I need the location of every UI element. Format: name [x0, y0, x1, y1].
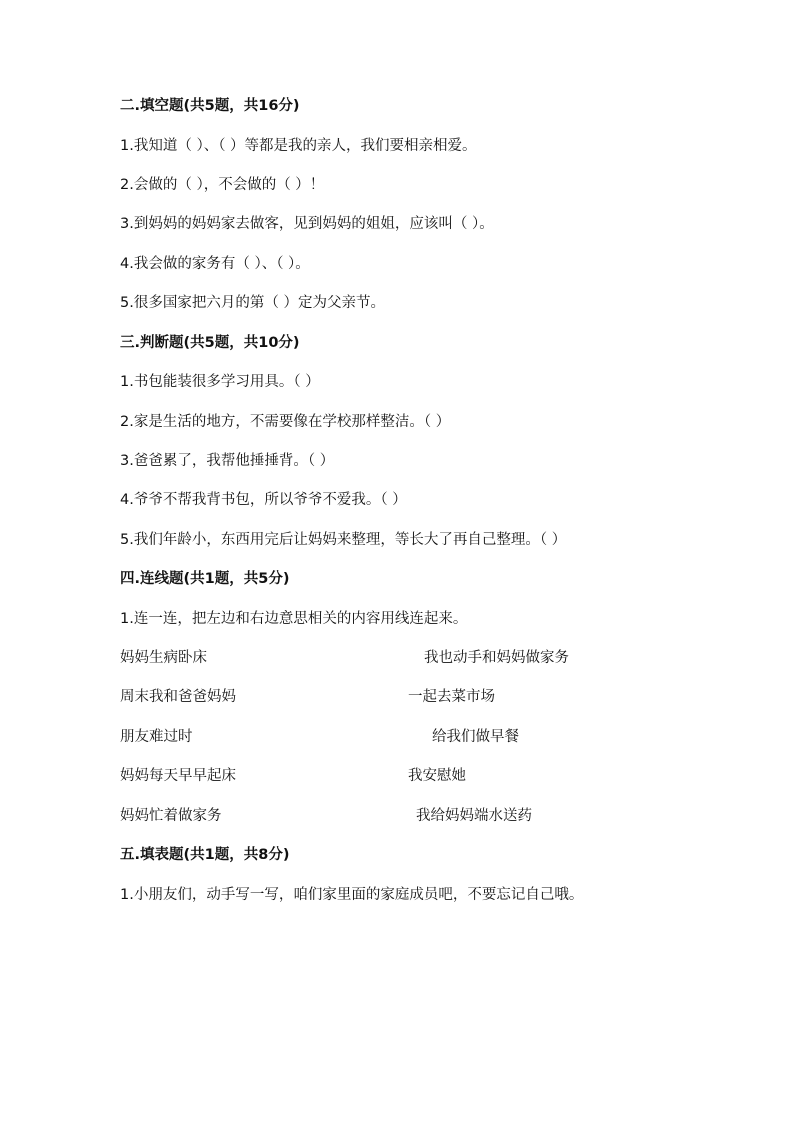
match-right-3: 给我们做早餐 — [432, 729, 519, 745]
section-5-title: 五.填表题(共1题，共8分) — [120, 847, 290, 863]
judge-item-4: 4.爷爷不帮我背书包，所以爷爷不爱我。（ ） — [120, 492, 407, 508]
match-question: 1.连一连，把左边和右边意思相关的内容用线连起来。 — [120, 611, 468, 627]
fill-item-5: 5.很多国家把六月的第（ ）定为父亲节。 — [120, 295, 385, 311]
match-left-5: 妈妈忙着做家务 — [120, 808, 222, 824]
section-4-title: 四.连线题(共1题，共5分) — [120, 571, 290, 587]
fill-item-4: 4.我会做的家务有（ ）、（ ）。 — [120, 256, 310, 272]
section-2-title: 二.填空题(共5题，共16分) — [120, 98, 300, 114]
match-left-3: 朋友难过时 — [120, 729, 193, 745]
match-left-1: 妈妈生病卧床 — [120, 650, 207, 666]
judge-item-5: 5.我们年龄小，东西用完后让妈妈来整理，等长大了再自己整理。（ ） — [120, 532, 567, 548]
fill-item-2: 2.会做的（ ），不会做的（ ）！ — [120, 177, 325, 193]
judge-item-1: 1.书包能装很多学习用具。（ ） — [120, 374, 320, 390]
match-right-5: 我给妈妈端水送药 — [416, 808, 532, 824]
judge-item-2: 2.家是生活的地方，不需要像在学校那样整洁。（ ） — [120, 414, 451, 430]
section-3-title: 三.判断题(共5题，共10分) — [120, 335, 300, 351]
match-left-4: 妈妈每天早早起床 — [120, 768, 236, 784]
fill-item-3: 3.到妈妈的妈妈家去做客，见到妈妈的姐姐，应该叫（ ）。 — [120, 216, 494, 232]
table-question: 1.小朋友们，动手写一写，咱们家里面的家庭成员吧，不要忘记自己哦。 — [120, 887, 584, 903]
match-right-4: 我安慰她 — [408, 768, 466, 784]
match-left-2: 周末我和爸爸妈妈 — [120, 689, 236, 705]
match-right-1: 我也动手和妈妈做家务 — [424, 650, 569, 666]
fill-item-1: 1.我知道（ ）、（ ）等都是我的亲人，我们要相亲相爱。 — [120, 138, 477, 154]
judge-item-3: 3.爸爸累了，我帮他捶捶背。（ ） — [120, 453, 335, 469]
match-right-2: 一起去菜市场 — [408, 689, 495, 705]
